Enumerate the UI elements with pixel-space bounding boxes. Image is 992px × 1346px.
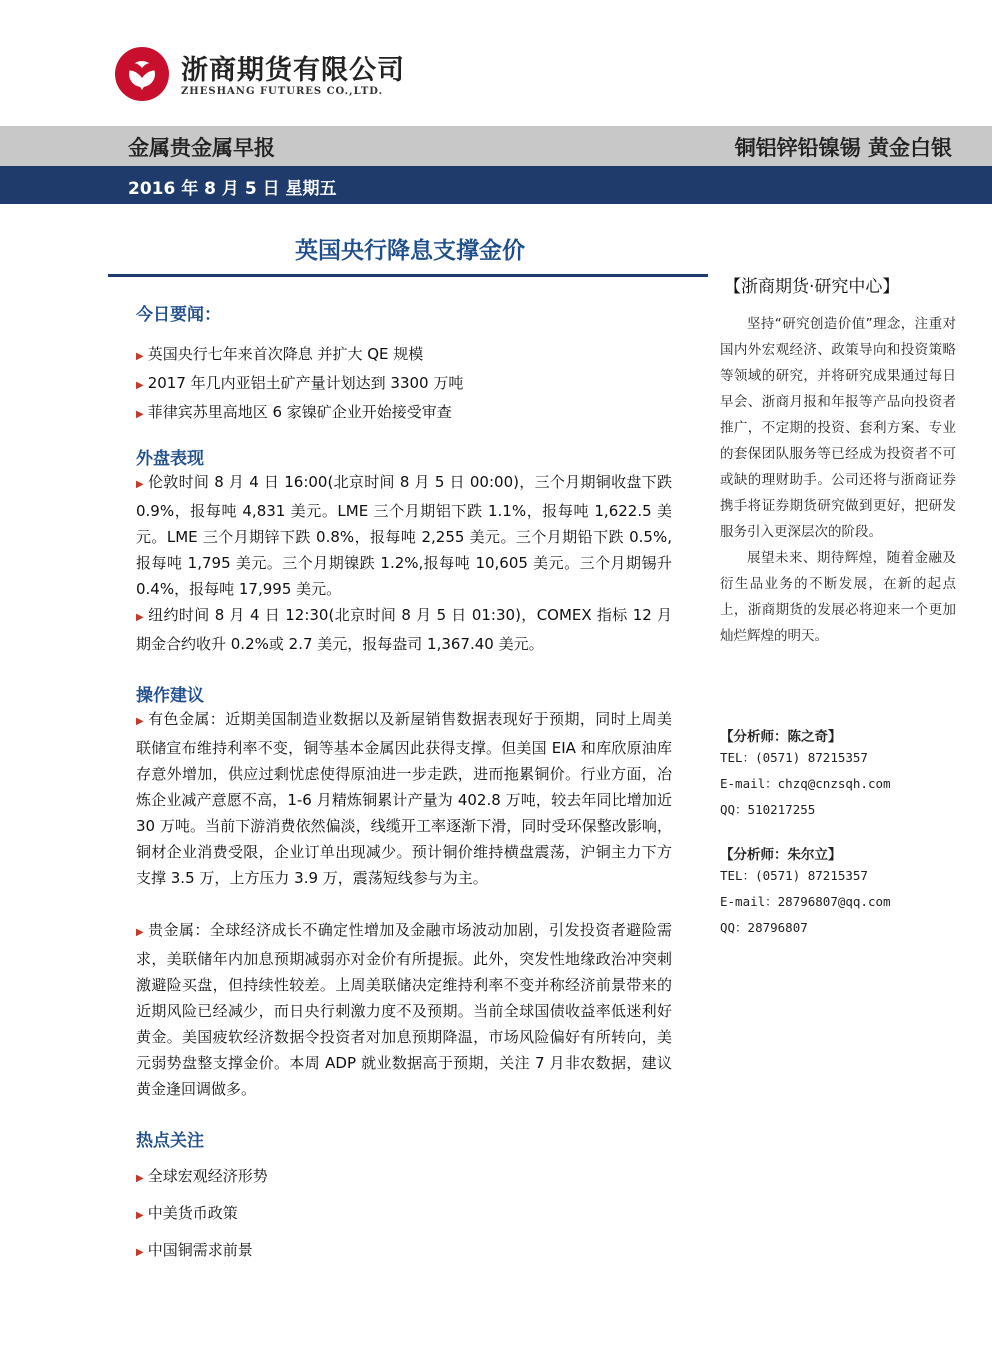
news-item: ▶ 菲律宾苏里高地区 6 家镍矿企业开始接受审查 — [136, 403, 452, 421]
analyst-tel: TEL：(0571) 87215357 — [720, 750, 868, 765]
sidebar — [720, 272, 956, 941]
bullet-arrow-icon: ▶ — [136, 1173, 144, 1184]
analyst-tel: TEL：(0571) 87215357 — [720, 868, 868, 883]
report-date: 2016 年 8 月 5 日 星期五 — [128, 179, 337, 199]
news-item: ▶ 英国央行七年来首次降息 并扩大 QE 规模 — [136, 345, 424, 363]
main-content — [136, 300, 672, 1266]
analyst-qq: QQ：28796807 — [720, 920, 808, 935]
report-metals: 铜铝锌铅镍锡 黄金白银 — [734, 136, 952, 160]
research-center-intro: 坚持“研究创造价值”理念，注重对国内外宏观经济、政策导向和投资策略等领域的研究，并将研究成果通过每日早会、浙商月报和年报等产品向投资者推广，不定期的投资、套利方案、专业的套保团队服务等已经成为投资者不可或缺的理财助手。公司还将与浙商证券携手将证券期货研究做到更好，把研发服务引入更深层次的阶段。 — [720, 316, 956, 540]
date-banner — [0, 166, 992, 204]
analyst-name: 【分析师：陈之奇】 — [720, 729, 842, 745]
hot-topic-item: ▶ 中美货币政策 — [136, 1204, 238, 1222]
report-title: 英国央行降息支撑金价 — [295, 238, 525, 264]
advice-precious-metals: ▶ 贵金属：全球经济成长不确定性增加及金融市场波动加剧，引发投资者避险需求，美联储年内加息预期减弱亦对金价有所提振。此外，突发性地缘政治冲突刺激避险买盘，但持续性较差。上周美联储决定维持利率不变并称经济前景带来的近期风险已经减少，而日央行刺激力度不及预期。当前全球国债收益率低迷利好黄金。美国疲软经济数据令投资者对加息预期降温，市场风险偏好有所转向，美元弱势盘整支撑金价。本周 ADP 就业数据高于预期，关注 7 月非农数据，建议黄金逢回调做多。 — [136, 921, 672, 1098]
news-heading: 今日要闻： — [136, 305, 221, 325]
report-name: 金属贵金属早报 — [128, 136, 275, 160]
bullet-arrow-icon: ▶ — [136, 479, 144, 490]
hot-topics-heading: 热点关注 — [136, 1131, 204, 1151]
bullet-arrow-icon: ▶ — [136, 612, 145, 623]
research-center-title: 【浙商期货·研究中心】 — [724, 277, 900, 297]
overseas-paragraph: ▶ 伦敦时间 8 月 4 日 16:00(北京时间 8 月 5 日 00:00)，三个月期铜收盘下跌 0.9%，报每吨 4,831 美元。LME 三个月期铝下跌 1.1%，报每吨 1,622.5 美元。LME 三个月期锌下跌 0.8%，报每吨 2,255 美元。三个月期铅下跌 0.5%,报每吨 1,795 美元。三个月期镍跌 1.2%,报每吨 10,605 美元。三个月期锡升 0.4%，报每吨 17,995 美元。 — [136, 473, 672, 598]
analyst-qq: QQ：510217255 — [720, 802, 816, 817]
analyst-email: E-mail：chzq@cnzsqh.com — [720, 776, 891, 791]
company-name-cn: 浙商期货有限公司 — [181, 55, 405, 86]
bullet-arrow-icon: ▶ — [136, 1247, 144, 1258]
research-center-outlook: 展望未来、期待辉煌，随着金融及衍生品业务的不断发展，在新的起点上，浙商期货的发展必将迎来一个更加灿烂辉煌的明天。 — [720, 550, 956, 644]
report-banner — [0, 126, 992, 166]
hot-topic-item: ▶ 中国铜需求前景 — [136, 1241, 253, 1259]
title-divider — [108, 274, 708, 277]
overseas-paragraph: ▶ 纽约时间 8 月 4 日 12:30(北京时间 8 月 5 日 01:30)，COMEX 指标 12 月期金合约收升 0.2%或 2.7 美元，报每盎司 1,367.40 美元。 — [136, 606, 672, 653]
company-logo-icon — [114, 46, 170, 102]
advice-heading: 操作建议 — [136, 686, 204, 706]
bullet-arrow-icon: ▶ — [136, 927, 145, 938]
analyst-email: E-mail：28796807@qq.com — [720, 894, 891, 909]
bullet-arrow-icon: ▶ — [136, 351, 144, 362]
company-name-en: ZHESHANG FUTURES CO.,LTD. — [181, 86, 384, 97]
overseas-heading: 外盘表现 — [136, 449, 204, 469]
bullet-arrow-icon: ▶ — [136, 380, 144, 391]
advice-base-metals: ▶ 有色金属：近期美国制造业数据以及新屋销售数据表现好于预期，同时上周美联储宣布维持利率不变，铜等基本金属因此获得支撑。但美国 EIA 和库欣原油库存意外增加，供应过剩忧虑使得原油进一步走跌，进而拖累铜价。行业方面，冶炼企业减产意愿不高，1-6 月精炼铜累计产量为 402.8 万吨，较去年同比增加近 30 万吨。当前下游消费依然偏淡，线缆开工率逐渐下滑，同时受环保整改影响，铜材企业消费受限，企业订单出现减少。预计铜价维持横盘震荡，沪铜主力下方支撑 3.5 万，上方压力 3.9 万，震荡短线参与为主。 — [136, 710, 672, 887]
bullet-arrow-icon: ▶ — [136, 716, 145, 727]
hot-topic-item: ▶ 全球宏观经济形势 — [136, 1167, 268, 1185]
bullet-arrow-icon: ▶ — [136, 409, 144, 420]
analyst-name: 【分析师：朱尔立】 — [720, 847, 842, 863]
analyst-card — [720, 843, 956, 941]
news-item: ▶ 2017 年几内亚铝土矿产量计划达到 3300 万吨 — [136, 374, 464, 392]
analyst-card — [720, 725, 956, 823]
bullet-arrow-icon: ▶ — [136, 1210, 144, 1221]
